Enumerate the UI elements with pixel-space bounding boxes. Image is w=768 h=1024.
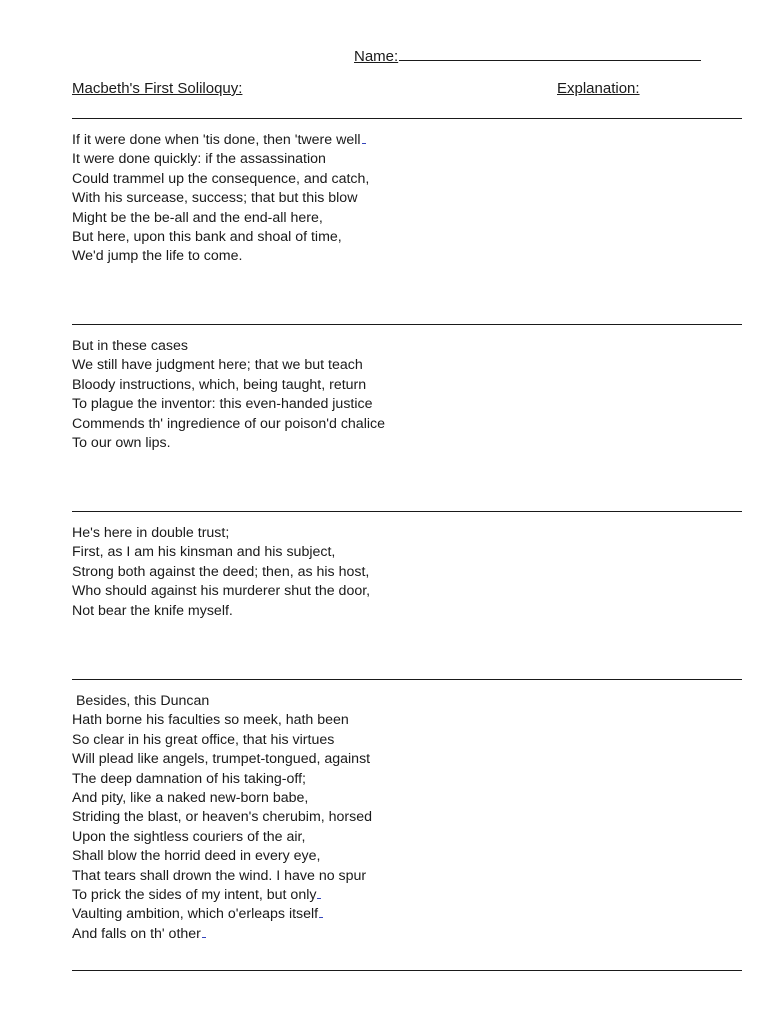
verse-line: So clear in his great office, that his virtues [72, 731, 335, 748]
verse-line: If it were done when 'tis done, then 'twere well [72, 131, 712, 150]
name-blank-line[interactable] [399, 46, 701, 61]
verse-line: Besides, this Duncan [72, 693, 210, 709]
verse-line: Bloody instructions, which, being taught, return [72, 376, 367, 393]
verse-line: It were done quickly: if the assassination [72, 151, 326, 168]
stanza-3 [72, 524, 712, 621]
verse-line: Shall blow the horrid deed in every eye, [72, 848, 321, 865]
divider-rule-1 [72, 118, 742, 119]
document-title: Macbeth's First Soliloquy: [72, 80, 243, 97]
divider-rule-3 [72, 511, 742, 512]
verse-line: We still have judgment here; that we but teach [72, 357, 363, 374]
verse-line: Not bear the knife myself. [72, 602, 233, 619]
verse-line: Upon the sightless couriers of the air, [72, 828, 306, 845]
divider-rule-5 [72, 970, 742, 971]
verse-line: The deep damnation of his taking-off; [72, 770, 306, 787]
verse-line: First, as I am his kinsman and his subject, [72, 544, 336, 561]
verse-line: Hath borne his faculties so meek, hath been [72, 712, 349, 729]
verse-line: Might be the be-all and the end-all here, [72, 209, 323, 226]
verse-line: To prick the sides of my intent, but only [72, 886, 712, 905]
verse-line: Could trammel up the consequence, and catch, [72, 170, 370, 187]
verse-line: Striding the blast, or heaven's cherubim, horsed [72, 809, 373, 826]
divider-rule-4 [72, 679, 742, 680]
verse-line: With his surcease, success; that but this blow [72, 190, 358, 207]
verse-line: To plague the inventor: this even-handed justice [72, 396, 373, 413]
verse-line: We'd jump the life to come. [72, 248, 243, 265]
verse-line: To our own lips. [72, 435, 171, 452]
verse-line: And falls on th' other [72, 925, 712, 944]
verse-line: Commends th' ingredience of our poison'd chalice [72, 415, 385, 432]
trailing-mark [319, 905, 323, 918]
verse-line: Strong both against the deed; then, as his host, [72, 563, 370, 580]
verse-line: Who should against his murderer shut the door, [72, 583, 371, 600]
trailing-mark [202, 925, 206, 938]
stanza-4 [72, 692, 712, 944]
name-field[interactable] [354, 46, 701, 67]
explanation-heading: Explanation: [557, 80, 640, 97]
trailing-mark [362, 131, 366, 144]
verse-line: That tears shall drown the wind. I have no spur [72, 867, 367, 884]
verse-line: And pity, like a naked new-born babe, [72, 790, 309, 807]
verse-line: Vaulting ambition, which o'erleaps itself [72, 905, 712, 924]
name-label: Name: [354, 48, 399, 65]
verse-line: He's here in double trust; [72, 525, 230, 541]
verse-line: Will plead like angels, trumpet-tongued, against [72, 751, 371, 768]
stanza-2 [72, 337, 712, 453]
stanza-1 [72, 131, 712, 267]
trailing-mark [317, 886, 321, 899]
divider-rule-2 [72, 324, 742, 325]
verse-line: But here, upon this bank and shoal of time, [72, 229, 342, 246]
verse-line: But in these cases [72, 338, 188, 354]
